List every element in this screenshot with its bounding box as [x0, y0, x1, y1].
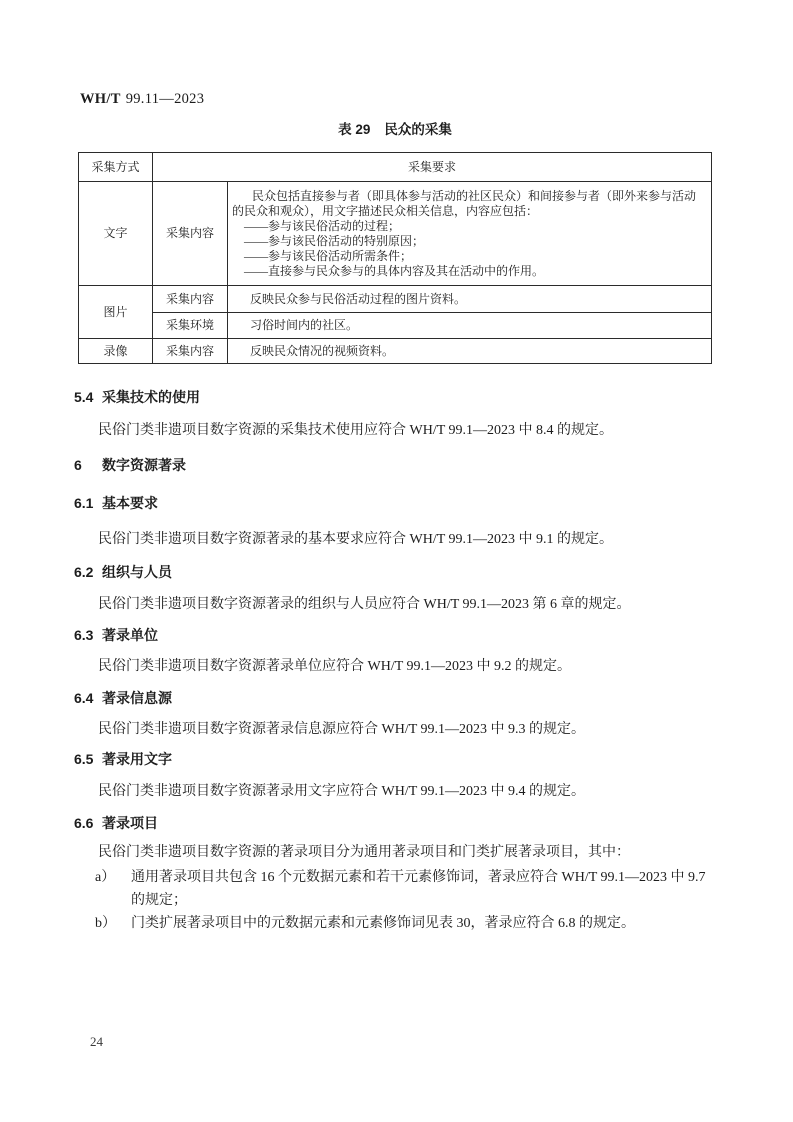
lettered-list — [74, 866, 718, 935]
cell-requirement-video: 反映民众情况的视频资料。 — [228, 339, 712, 364]
section-heading-6-3 — [74, 626, 718, 644]
page-number: 24 — [90, 1034, 103, 1049]
requirement-item: ——参与该民俗活动所需条件； — [244, 248, 413, 263]
table-row — [79, 286, 712, 313]
cell-method-image: 图片 — [79, 286, 153, 339]
section-heading-6-4 — [74, 689, 718, 707]
table-header-row — [79, 153, 712, 182]
section-heading-6-5 — [74, 750, 718, 768]
section-number: 5.4 — [74, 389, 94, 405]
section-heading-6-2 — [74, 563, 718, 581]
cell-method-video: 录像 — [79, 339, 153, 364]
section-paragraph-6-6: 民俗门类非遗项目数字资源的著录项目分为通用著录项目和门类扩展著录项目，其中： — [98, 845, 630, 860]
section-heading-6-1 — [74, 494, 718, 512]
cell-requirement-text — [228, 182, 712, 286]
section-number: 6.3 — [74, 627, 94, 643]
section-paragraph-5-4: 民俗门类非遗项目数字资源的采集技术使用应符合 WH/T 99.1—2023 中 8.4 的规定。 — [98, 423, 614, 438]
list-text-a: 通用著录项目共包含 16 个元数据元素和若干元素修饰词，著录应符合 WH/T 99.1—2023 中 9.7 的规定； — [131, 870, 706, 908]
cell-aspect-content: 采集内容 — [153, 286, 228, 313]
collection-table — [78, 152, 712, 364]
cell-requirement-environment: 习俗时间内的社区。 — [228, 313, 712, 339]
section-number: 6 — [74, 457, 82, 473]
section-number: 6.2 — [74, 564, 94, 580]
section-title: 著录单位 — [102, 627, 158, 643]
col-header-requirement: 采集要求 — [153, 153, 712, 182]
requirement-intro: 民众包括直接参与者（即具体参与活动的社区民众）和间接参与者（即外来参与活动的民众和观众），用文字描述民众相关信息，内容应包括： — [232, 188, 697, 218]
section-number: 6.5 — [74, 751, 94, 767]
list-marker-b: b） — [95, 916, 116, 931]
section-number: 6.4 — [74, 690, 94, 706]
standard-code — [80, 91, 204, 108]
section-title: 数字资源著录 — [102, 457, 186, 473]
section-title: 采集技术的使用 — [102, 389, 200, 405]
section-number: 6.1 — [74, 495, 94, 511]
cell-aspect-content: 采集内容 — [153, 182, 228, 286]
list-marker-a: a） — [95, 870, 116, 885]
section-title: 基本要求 — [102, 495, 158, 511]
section-heading-5-4 — [74, 388, 718, 406]
list-text-b: 门类扩展著录项目中的元数据元素和元素修饰词见表 30，著录应符合 6.8 的规定。 — [131, 916, 635, 931]
requirement-item: ——参与该民俗活动的特别原因； — [244, 233, 425, 248]
requirement-item: ——直接参与民众参与的具体内容及其在活动中的作用。 — [244, 263, 545, 278]
section-heading-6 — [74, 456, 718, 474]
section-title: 著录项目 — [102, 815, 158, 831]
section-paragraph-6-5: 民俗门类非遗项目数字资源著录用文字应符合 WH/T 99.1—2023 中 9.4 的规定。 — [98, 784, 586, 799]
table-row — [79, 313, 712, 339]
col-header-method: 采集方式 — [79, 153, 153, 182]
table-row — [79, 182, 712, 286]
section-title: 著录信息源 — [102, 690, 172, 706]
section-heading-6-6 — [74, 814, 718, 832]
section-paragraph-6-3: 民俗门类非遗项目数字资源著录单位应符合 WH/T 99.1—2023 中 9.2 的规定。 — [98, 659, 572, 674]
section-paragraph-6-2: 民俗门类非遗项目数字资源著录的组织与人员应符合 WH/T 99.1—2023 第 6 章的规定。 — [98, 597, 631, 612]
table-caption-label: 表 29 — [338, 122, 371, 137]
list-item-a — [74, 866, 718, 912]
table-row — [79, 339, 712, 364]
list-item-b — [74, 912, 718, 935]
cell-requirement-image: 反映民众参与民俗活动过程的图片资料。 — [228, 286, 712, 313]
cell-aspect-environment: 采集环境 — [153, 313, 228, 339]
standard-code-prefix: WH/T — [80, 91, 121, 107]
requirement-item: ——参与该民俗活动的过程； — [244, 218, 401, 233]
section-paragraph-6-1: 民俗门类非遗项目数字资源著录的基本要求应符合 WH/T 99.1—2023 中 9.1 的规定。 — [98, 532, 614, 547]
section-title: 组织与人员 — [102, 564, 172, 580]
cell-method-text: 文字 — [79, 182, 153, 286]
standard-code-number: 99.11—2023 — [125, 91, 205, 107]
section-title: 著录用文字 — [102, 751, 172, 767]
table-caption — [78, 121, 712, 138]
section-number: 6.6 — [74, 815, 94, 831]
table-caption-text: 民众的采集 — [384, 122, 452, 137]
section-paragraph-6-4: 民俗门类非遗项目数字资源著录信息源应符合 WH/T 99.1—2023 中 9.3 的规定。 — [98, 722, 586, 737]
cell-aspect-content: 采集内容 — [153, 339, 228, 364]
